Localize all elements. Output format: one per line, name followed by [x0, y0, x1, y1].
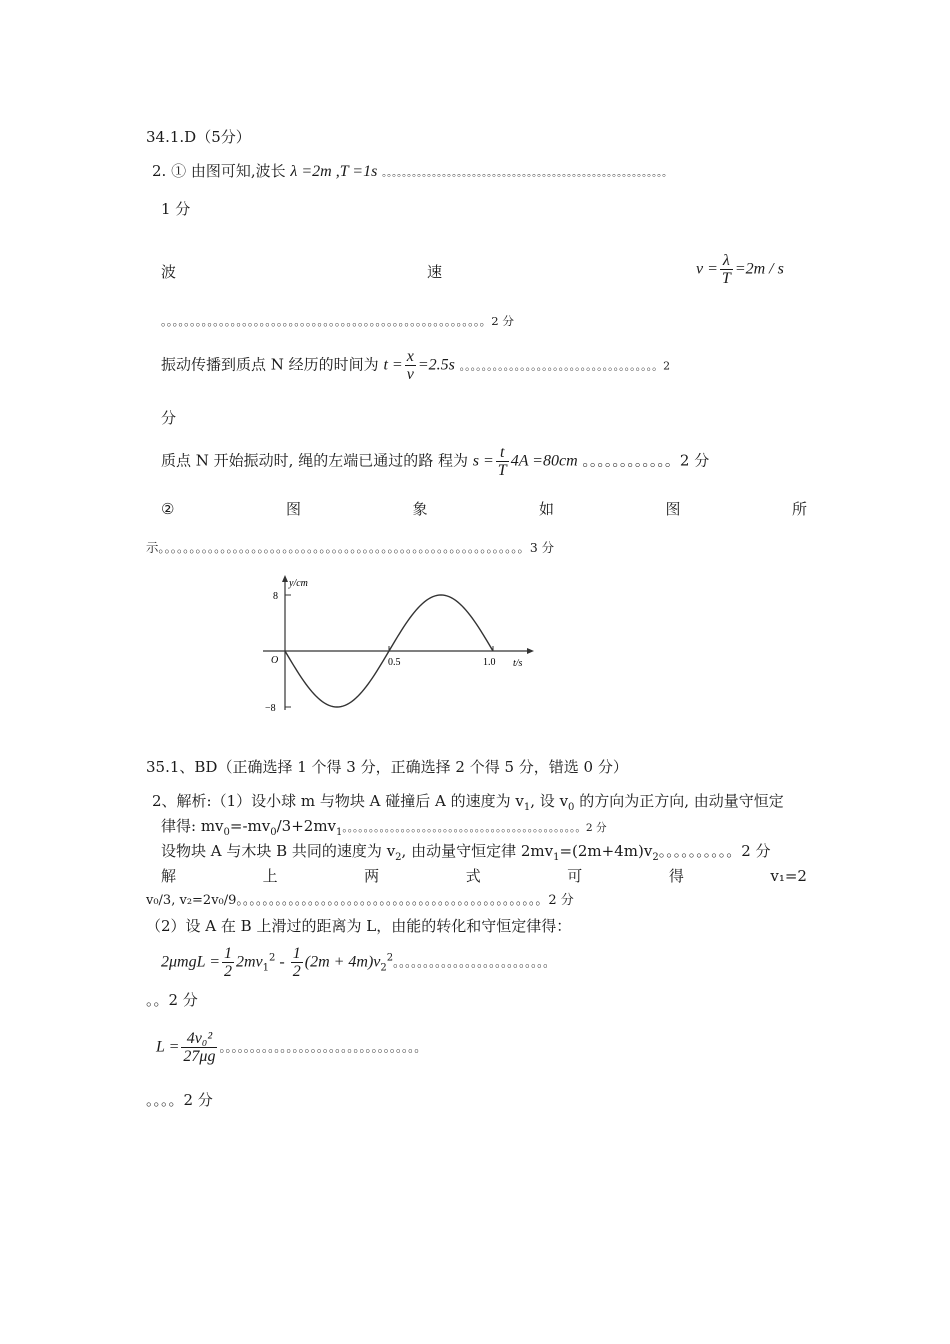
x-tick-label: 0.5	[388, 657, 401, 668]
x-axis-label: t/s	[513, 658, 523, 669]
q34-graph-word: 象	[412, 500, 428, 518]
q34-time-fraction	[405, 348, 416, 383]
q34-speed-dots: 。。。。。。。。。。。。。。。。。。。。。。。。。。。。。。。。。。。。。。。。。。。。。。。。。。。。。。。。2 分	[161, 314, 514, 328]
q34-time-text: 振动传播到质点 N 经历的时间为	[161, 355, 379, 374]
q34-path-s: s =	[472, 452, 494, 470]
q34-score-1: 1 分	[161, 200, 191, 218]
q35-eq1-sub1: 1	[262, 962, 270, 974]
q35-eq2-num: 4v₀²	[181, 1030, 217, 1048]
q35-eq2-fraction	[181, 1030, 217, 1065]
q34-speed-result: =2m / s	[734, 260, 784, 278]
q35-solve-word: 两	[364, 867, 380, 885]
q35-line-1	[152, 791, 784, 811]
q35-line2-sub: 0	[223, 827, 230, 838]
q34-speed-v: v =	[696, 260, 718, 278]
q35-eq2-left: L =	[156, 1038, 180, 1056]
q34-speed-den: T	[721, 270, 731, 287]
q35-equation-1	[161, 945, 555, 980]
q34-path-fraction	[496, 444, 509, 479]
q35-line1-sub: 1	[523, 802, 531, 813]
q35-eq1-half	[222, 945, 234, 980]
q35-line1-c: 的方向为正方向, 由动量守恒定	[574, 792, 784, 810]
q34-graph-word: 所	[791, 500, 807, 518]
q35-eq1-half-den: 2	[224, 963, 232, 980]
q34-time-score: 分	[161, 409, 177, 427]
q35-line1-a: 2、解析:（1）设小球 m 与物块 A 碰撞后 A 的速度为 v	[152, 792, 524, 810]
q35-solve-word: 解	[161, 867, 177, 885]
q35-eq1-sup2: 2	[386, 952, 394, 964]
q35-line3-sub2: 1	[553, 852, 560, 863]
q35-line2-a: 律得: mv	[161, 817, 224, 835]
q34-graph-sentence	[161, 499, 807, 519]
q35-eq2-dots: 。。。。。。。。。。。。。。。。。。。。。。。。。。。。。。。。。	[219, 1040, 427, 1055]
q34-time-t: t =	[383, 356, 403, 374]
origin-label: O	[271, 655, 279, 666]
q34-speed-word-2: 速	[427, 263, 443, 281]
q35-eq1-mid: 2mv	[236, 953, 263, 971]
q35-solve-tail: v₀/3, v₂=2v₀/9。。。。。。。。。。。。。。。。。。。。。。。。。。。。。。。。。。。。。。。。。。。。。。。2 分	[146, 893, 574, 908]
q35-eq1-half-num: 1	[224, 945, 232, 962]
q34-speed-fraction	[720, 252, 733, 287]
q35-eq1-half2-num: 1	[292, 945, 301, 962]
x-axis-arrow	[527, 648, 534, 654]
q35-eq1-sup1: 2	[269, 952, 276, 964]
q34-path-num: t	[496, 444, 509, 462]
q35-solve-word: 式	[465, 867, 481, 885]
q35-eq1-half-2	[291, 945, 303, 980]
q34-speed-formula	[696, 252, 784, 287]
q35-eq1-right: (2m + 4m)v	[304, 953, 381, 971]
y-axis-label: y/cm	[289, 578, 308, 589]
y-axis-arrow	[282, 575, 288, 582]
q35-line1-sub2: 0	[568, 802, 575, 813]
q35-line3-b: , 由动量守恒定律 2mv	[401, 842, 554, 860]
q35-part2: （2）设 A 在 B 上滑过的距离为 L，由能的转化和守恒定律得：	[146, 917, 572, 935]
q34-dots-1: 。。。。。。。。。。。。。。。。。。。。。。。。。。。。。。。。。。。。。。。。。。。。。。。。。。。。。。。。。	[382, 168, 673, 179]
q34-path-line	[161, 444, 709, 479]
q34-graph-tail: 示。。。。。。。。。。。。。。。。。。。。。。。。。。。。。。。。。。。。。。。。。。。。。。。。。。。。。。。。。。。3 分	[146, 540, 555, 555]
wave-graph	[255, 574, 535, 714]
q35-line2-sub3: 1	[336, 827, 343, 838]
q35-equation-2	[156, 1030, 426, 1065]
q35-eq1-minus: -	[275, 953, 289, 971]
q35-eq1-sub2: 2	[380, 962, 387, 974]
y-tick-label: 8	[273, 591, 278, 602]
q35-line3-dots: 。。。。。。。。。。2 分	[658, 842, 771, 860]
q35-eq2-den: 27μg	[183, 1048, 216, 1065]
q35-eq1-half2-den: 2	[292, 963, 301, 980]
x-tick-label: 1.0	[483, 657, 496, 668]
q34-part2-line	[152, 161, 672, 184]
q35-solve-word: 可	[567, 867, 583, 885]
q34-part1: 34.1.D（5分）	[146, 128, 251, 146]
q35-eq1-left: 2μmgL =	[161, 953, 220, 971]
q35-eq2-score: 。。。。2 分	[146, 1091, 213, 1109]
q35-line1-b: , 设 v	[530, 792, 569, 810]
q34-path-result: 4A =80cm	[510, 452, 578, 470]
q35-line3-sub: 2	[395, 852, 402, 863]
q34-time-den: v	[406, 366, 414, 383]
q35-line2-dots: 。。。。。。。。。。。。。。。。。。。。。。。。。。。。。。。。。。。。。。。。。。。。。2 分	[342, 822, 607, 834]
q35-solve-word: 得	[668, 867, 684, 885]
q34-path-dots: 。。。。。。。。。。。。2 分	[582, 451, 710, 470]
q35-line2-b: =-mv	[229, 817, 271, 835]
q34-speed-word-1: 波	[161, 263, 177, 281]
q34-time-num: x	[406, 348, 414, 365]
q34-path-text: 质点 N 开始振动时, 绳的左端已通过的路 程为	[161, 451, 468, 470]
q35-line3-sub3: 2	[652, 852, 659, 863]
q34-graph-word: ②	[161, 500, 175, 518]
q35-line3-c: =(2m+4m)v	[559, 842, 653, 860]
q34-graph-word: 如	[538, 500, 554, 518]
q35-part1: 35.1、BD（正确选择 1 个得 3 分，正确选择 2 个得 5 分，错选 0 分）	[146, 758, 628, 776]
y-tick-label: −8	[265, 703, 276, 714]
q35-solve-sentence	[161, 866, 807, 886]
q35-line3-a: 设物块 A 与木块 B 共同的速度为 v	[161, 842, 396, 860]
q34-path-den: T	[497, 462, 507, 479]
q35-line-2	[161, 816, 607, 838]
q35-solve-word: v₁=2	[770, 867, 807, 885]
q34-time-line	[161, 348, 670, 383]
q34-time-dots: 。。。。。。。。。。。。。。。。。。。。。。。。。。。。。。。。。。。。2	[459, 359, 671, 373]
q35-solve-word: 上	[262, 867, 278, 885]
q35-line-3	[161, 841, 771, 861]
q34-speed-num: λ	[720, 252, 733, 270]
q35-eq1-score: 。。2 分	[146, 991, 198, 1009]
q35-eq1-dots: 。。。。。。。。。。。。。。。。。。。。。。。。。。	[393, 955, 556, 970]
q34-graph-word: 图	[285, 500, 301, 518]
q34-time-result: =2.5s	[417, 356, 455, 374]
q34-graph-word: 图	[665, 500, 681, 518]
q35-line2-sub2: 0	[270, 827, 277, 838]
q34-part2-intro: 2. ① 由图可知,波长	[152, 162, 286, 180]
q34-wavelength-formula: λ =2m ,T =1s	[290, 163, 378, 180]
q35-line2-c: /3+2mv	[276, 817, 337, 835]
